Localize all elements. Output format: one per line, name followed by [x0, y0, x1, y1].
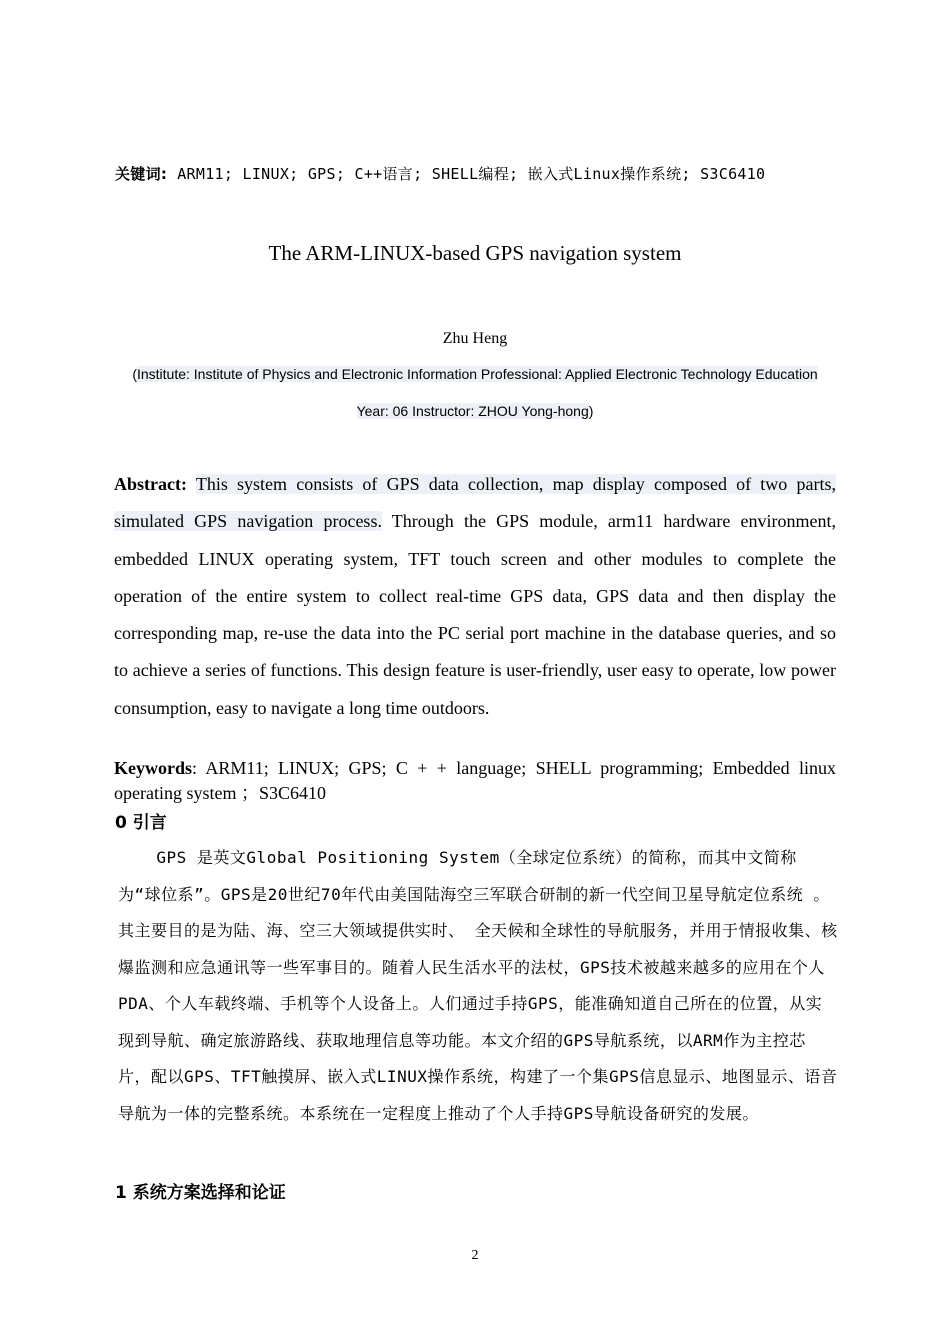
english-keywords-text: : ARM11; LINUX; GPS; C + + language; SHELL programming; Embedded linux operating system ；S3C6410	[114, 758, 836, 803]
introduction-paragraph: GPS 是英文Global Positioning System（全球定位系统）的简称，而其中文简称为“球位系”。GPS是20世纪70年代由美国陆海空三军联合研制的新一代空间卫星导航定位系统 。其主要目的是为陆、海、空三大领域提供实时、 全天候和全球性的导航服务，并用于情报收集、核爆监测和应急通讯等一些军事目的。随着人民生活水平的法杖，GPS技术被越来越多的应用在个人PDA、个人车载终端、手机等个人设备上。人们通过手持GPS，能准确知道自己所在的位置，从实现到导航、确定旅游路线、获取地理信息等功能。本文介绍的GPS导航系统，以ARM作为主控芯片，配以GPS、TFT触摸屏、嵌入式LINUX操作系统，构建了一个集GPS信息显示、地图显示、语音导航为一体的完整系统。本系统在一定程度上推动了个人手持GPS导航设备研究的发展。	[118, 848, 838, 1123]
english-abstract	[114, 466, 836, 727]
institute-line-1	[0, 366, 950, 382]
english-title: The ARM-LINUX-based GPS navigation system	[268, 241, 682, 265]
instructor-text: Year: 06 Instructor: ZHOU Yong-hong	[356, 403, 589, 419]
section-heading-system-scheme: 1 系统方案选择和论证	[115, 1183, 286, 1203]
author-name: Zhu Heng	[442, 330, 508, 347]
institute-line-2	[0, 403, 950, 419]
chinese-keywords-label: 关键词:	[115, 165, 168, 183]
chinese-keywords-text: ARM11; LINUX; GPS; C++语言; SHELL编程; 嵌入式Linux操作系统; S3C6410	[177, 165, 766, 183]
english-keywords-label: Keywords	[114, 758, 192, 778]
page-number: 2	[471, 1248, 479, 1263]
section-heading-introduction: 0 引言	[115, 813, 167, 833]
institute-open-paren: (	[132, 366, 137, 382]
abstract-label: Abstract:	[114, 474, 187, 494]
english-keywords	[114, 756, 836, 806]
abstract-highlighted-text: This system consists of GPS data collection, map display composed of two parts, simulated GPS navigation process.	[114, 474, 836, 532]
introduction-body	[118, 840, 838, 1132]
institute-text: Institute: Institute of Physics and Electronic Information Professional: Applied Electronic Technology Education	[136, 366, 818, 382]
abstract-text: Through the GPS module, arm11 hardware environment, embedded LINUX operating system, TFT touch screen and other modules to complete the operation of the entire system to collect real-time GPS data, GPS data and then display the corresponding map, re-use the data into the PC serial port machine in the database queries, and so to achieve a series of functions. This design feature is user-friendly, user easy to operate, low power consumption, easy to navigate a long time outdoors.	[114, 511, 836, 718]
institute-close-paren: )	[588, 403, 594, 419]
chinese-keywords	[115, 163, 765, 184]
